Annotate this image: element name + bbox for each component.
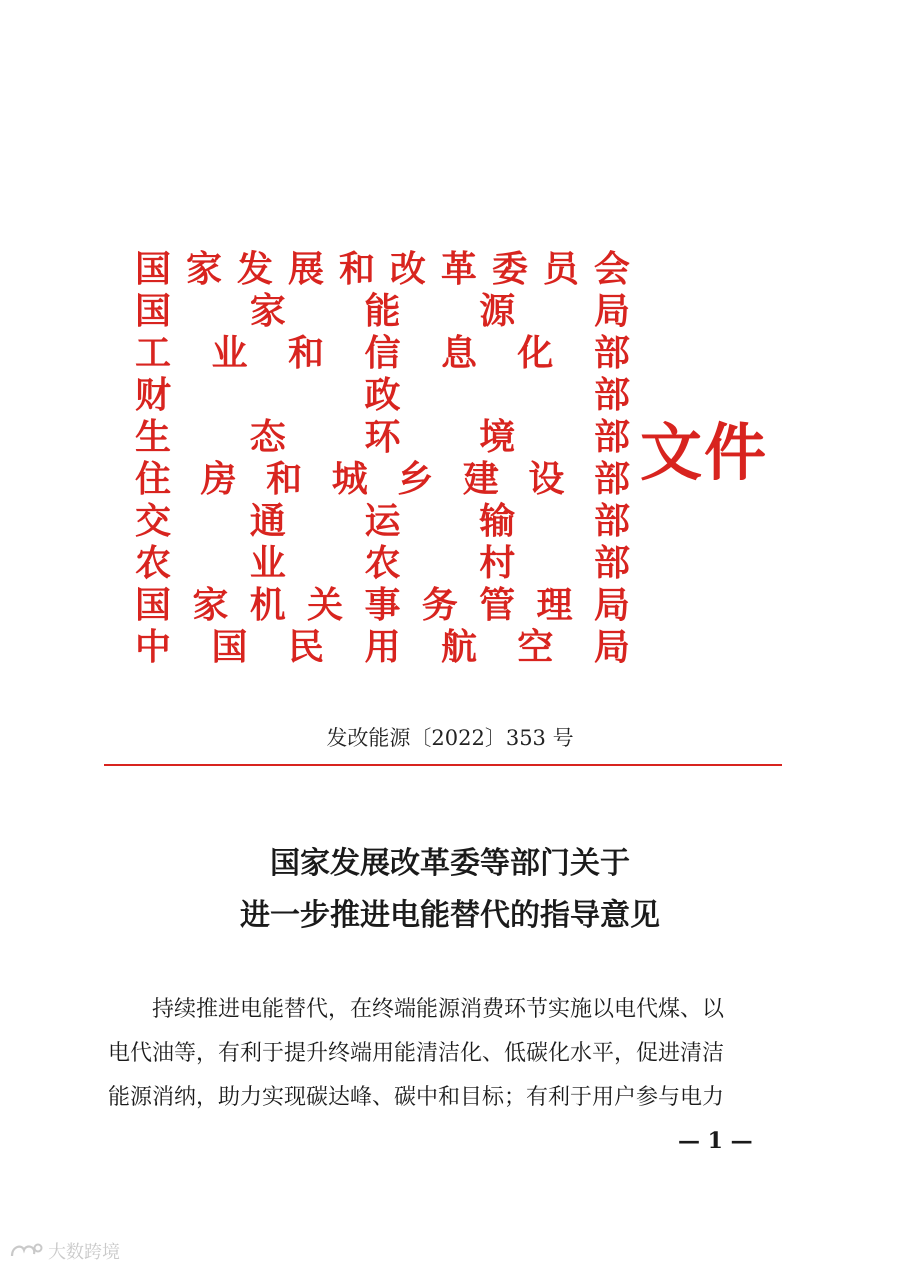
issuer-row: [135, 584, 630, 626]
issuer-char: 部: [593, 332, 630, 374]
issuer-char: 委: [491, 248, 528, 290]
issuer-char: 民: [287, 626, 324, 668]
issuer-char: 房: [200, 458, 237, 500]
issuer-char: 境: [479, 416, 516, 458]
issuer-char: 化: [517, 332, 554, 374]
issuer-char: 输: [479, 500, 516, 542]
issuer-row: [135, 374, 630, 416]
issuer-char: 会: [593, 248, 630, 290]
issuer-char: 运: [364, 500, 401, 542]
issuer-char: 建: [462, 458, 499, 500]
issuer-char: 国: [135, 584, 172, 626]
issuer-char: 和: [266, 458, 303, 500]
issuer-char: 局: [593, 290, 630, 332]
issuer-char: 工: [135, 332, 172, 374]
issuer-char: 家: [185, 248, 222, 290]
title-line-1: 国家发展改革委等部门关于: [270, 846, 630, 881]
issuer-char: 态: [249, 416, 286, 458]
issuer-char: 信: [364, 332, 401, 374]
issuer-char: 能: [364, 290, 401, 332]
red-divider: [104, 764, 782, 766]
issuer-char: 用: [364, 626, 401, 668]
issuer-char: 政: [364, 374, 401, 416]
document-number: 发改能源〔2022〕353 号: [326, 726, 574, 750]
page-number: — 1 —: [678, 1128, 753, 1154]
watermark-logo-icon: [8, 1240, 44, 1262]
issuer-row: [135, 416, 630, 458]
issuer-row: [135, 458, 630, 500]
body-line: 电代油等，有利于提升终端用能清洁化、低碳化水平，促进清洁: [108, 1041, 725, 1066]
issuer-char: 革: [440, 248, 477, 290]
issuer-char: 城: [331, 458, 368, 500]
issuer-char: 理: [536, 584, 573, 626]
issuer-row: [135, 500, 630, 542]
issuer-char: 环: [364, 416, 401, 458]
issuer-char: 家: [249, 290, 286, 332]
issuer-row: [135, 332, 630, 374]
issuer-char: 机: [249, 584, 286, 626]
body-line: 能源消纳，助力实现碳达峰、碳中和目标；有利于用户参与电力: [108, 1085, 725, 1110]
issuer-char: 局: [593, 626, 630, 668]
issuer-row: [135, 248, 630, 290]
issuer-char: 业: [249, 542, 286, 584]
issuer-char: 关: [307, 584, 344, 626]
issuer-char: 息: [440, 332, 477, 374]
watermark-text: 大数跨境: [48, 1242, 120, 1263]
issuer-char: 国: [135, 248, 172, 290]
issuer-char: 和: [338, 248, 375, 290]
issuer-char: 源: [479, 290, 516, 332]
issuer-row: [135, 542, 630, 584]
issuer-char: 农: [135, 542, 172, 584]
issuer-char: 村: [479, 542, 516, 584]
file-label: 文件: [640, 416, 769, 489]
issuer-char: 发: [236, 248, 273, 290]
issuer-char: 务: [421, 584, 458, 626]
issuer-char: 设: [528, 458, 565, 500]
issuer-char: 航: [440, 626, 477, 668]
issuer-char: 国: [135, 290, 172, 332]
issuer-char: 部: [593, 500, 630, 542]
issuer-char: 乡: [397, 458, 434, 500]
issuer-char: 管: [479, 584, 516, 626]
document-title: [0, 838, 900, 942]
issuer-char: 部: [593, 458, 630, 500]
issuer-char: 部: [593, 374, 630, 416]
issuer-char: 中: [135, 626, 172, 668]
watermark: [8, 1238, 120, 1264]
body-paragraph: [108, 988, 788, 1120]
issuer-char: 农: [364, 542, 401, 584]
issuer-char: 和: [287, 332, 324, 374]
issuer-char: 展: [287, 248, 324, 290]
issuing-authorities: [135, 248, 630, 668]
issuer-char: 国: [211, 626, 248, 668]
issuer-char: 住: [135, 458, 172, 500]
title-line-2: 进一步推进电能替代的指导意见: [240, 898, 660, 933]
issuer-char: 业: [211, 332, 248, 374]
issuer-char: 事: [364, 584, 401, 626]
issuer-char: 局: [593, 584, 630, 626]
issuer-row: [135, 290, 630, 332]
issuer-char: 通: [249, 500, 286, 542]
issuer-char: 部: [593, 416, 630, 458]
issuer-char: 空: [517, 626, 554, 668]
body-line: 持续推进电能替代，在终端能源消费环节实施以电代煤、以: [108, 997, 725, 1022]
issuer-char: 改: [389, 248, 426, 290]
issuer-char: 员: [542, 248, 579, 290]
issuer-char: 家: [192, 584, 229, 626]
issuer-char: 交: [135, 500, 172, 542]
issuer-char: 财: [135, 374, 172, 416]
issuer-char: 部: [593, 542, 630, 584]
issuer-row: [135, 626, 630, 668]
issuer-char: 生: [135, 416, 172, 458]
